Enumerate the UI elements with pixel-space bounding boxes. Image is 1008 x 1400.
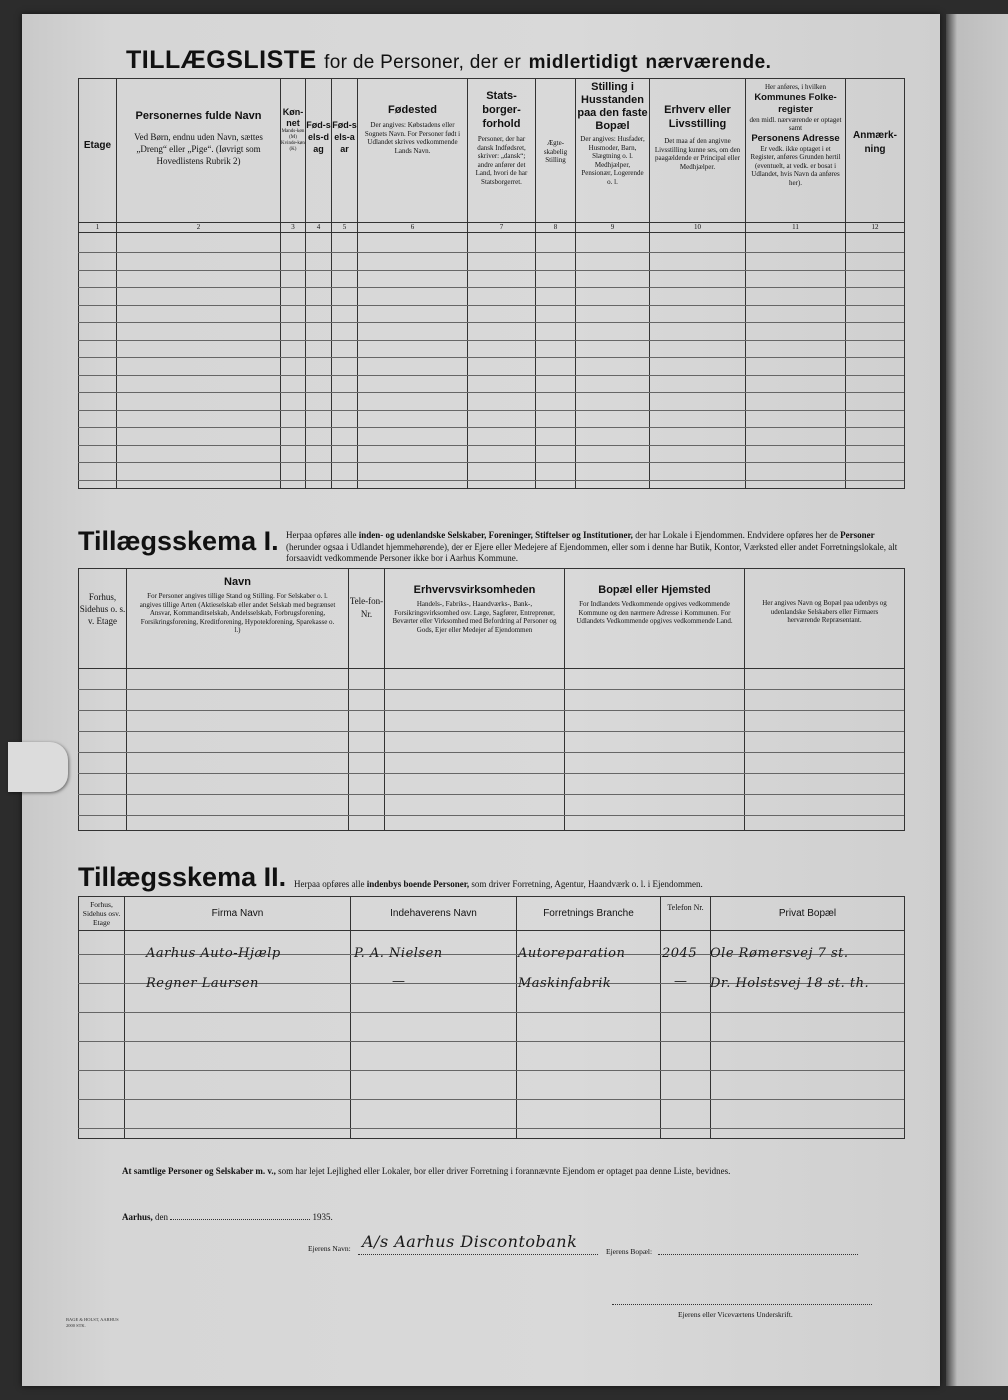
s1-col-navn: Navn For Personer angives tillige Stand og Stilling. For Selskaber o. l. angives tillige Arten (Aktieselskab eller andet Selskab med begrænset Ansvar, Kommanditselskab, Andelsselskab, Forbrugsforening, Forsikringsforening, Kreditforening, Hypotekforening, Sparekasse o. l.)	[127, 569, 349, 669]
col-statsborger: Stats-borger-forhold Personer, der har dansk Indfødsret, skriver: „dansk“; andre anfører det Land, hvori de har Statsborgerret.	[468, 79, 536, 223]
s2-col-branche: Forretnings Branche	[517, 897, 661, 931]
ruled-line	[78, 462, 904, 463]
signature-line	[612, 1304, 872, 1305]
s2-row2-firma: Regner Laursen	[146, 976, 259, 991]
ruled-line	[78, 1012, 904, 1013]
owner-name-label: Ejerens Navn:	[308, 1244, 351, 1253]
list-body-row	[79, 233, 905, 489]
ruled-line	[78, 689, 904, 690]
col-folkeregister: Her anføres, i hvilken Kommunes Folke-register den midl. nærværende er optaget samt Personens Adresse Er vedk. ikke optaget i et Register, anføres Grunden hertil (eventuelt, at vedk. er bosat i Udlandet, hvis Navn da anføres her).	[746, 79, 846, 223]
ruled-line	[78, 1070, 904, 1071]
skema1-table	[78, 568, 905, 831]
s2-row1-telefon: 2045	[662, 946, 698, 961]
col-fodselsdag: Fød-sels-dag	[306, 79, 332, 223]
footer-statement: At samtlige Personer og Selskaber m. v., som har lejet Lejlighed eller Lokaler, bor eller driver Forretning i forannævnte Ejendom er optaget paa denne Liste, bevidnes.	[122, 1166, 731, 1176]
ruled-line	[78, 773, 904, 774]
col-kon: Køn-net Mands-køn (M) Kvinde-køn (K)	[281, 79, 306, 223]
s2-row2-branche: Maskinfabrik	[518, 976, 612, 991]
owner-residence-line	[658, 1254, 858, 1255]
list-colnum-row: 1 2 3 4 5 6 7 8 9 10 11 12	[79, 223, 905, 233]
skema1-header-row	[79, 569, 905, 669]
col-anmaerkning: Anmærk-ning	[846, 79, 905, 223]
s2-row1-branche: Autoreparation	[518, 946, 626, 961]
ruled-line	[78, 794, 904, 795]
skema1-title: Tillægsskema I.	[78, 526, 279, 556]
ruled-line	[78, 731, 904, 732]
skema2-title: Tillægsskema II.	[78, 862, 287, 892]
s2-row1-indehaver: P. A. Nielsen	[354, 946, 443, 961]
s2-row1-bopael: Ole Rømersvej 7 st.	[710, 946, 849, 961]
page-tab	[8, 742, 68, 792]
s2-row2-bopael: Dr. Holstsvej 18 st. th.	[710, 976, 870, 991]
s2-col-telefon: Telefon Nr.	[661, 897, 711, 931]
owner-name-signature: A/s Aarhus Discontobank	[362, 1232, 578, 1251]
ruled-line	[78, 357, 904, 358]
skema2-table	[78, 896, 905, 1139]
s2-row1-firma: Aarhus Auto-Hjælp	[146, 946, 281, 961]
ruled-line	[78, 375, 904, 376]
skema1-body-row	[79, 669, 905, 831]
adjacent-page-edge	[946, 14, 1008, 1386]
ruled-line	[78, 1041, 904, 1042]
s1-col-repraesentant: Her angives Navn og Bopæl paa udenbys og udenlandske Selskabers eller Firmaers herværende Repræsentant.	[745, 569, 905, 669]
ruled-line	[78, 1128, 904, 1129]
list-header-row	[79, 79, 905, 223]
ruled-line	[78, 445, 904, 446]
col-navn: Personernes fulde Navn Ved Børn, endnu uden Navn, sættes „Dreng“ eller „Pige“. (Iøvrigt som Hovedlistens Rubrik 2)	[117, 79, 281, 223]
s2-col-bopael: Privat Bopæl	[711, 897, 905, 931]
s2-col-firma: Firma Navn	[125, 897, 351, 931]
ruled-line	[78, 480, 904, 481]
ruled-line	[78, 410, 904, 411]
col-aegteskab: Ægte-skabelig Stilling	[536, 79, 576, 223]
s2-col-indehaver: Indehaverens Navn	[351, 897, 517, 931]
col-fodselsaar: Fød-sels-aar	[332, 79, 358, 223]
ruled-line	[78, 305, 904, 306]
s1-col-etage: Forhus, Sidehus o. s. v. Etage	[79, 569, 127, 669]
ruled-line	[78, 340, 904, 341]
skema2-body-row	[79, 931, 905, 1139]
printer-mark: BAGE & HOLST, AARHUS 2000 STK.	[66, 1317, 119, 1328]
s2-row2-telefon: —	[674, 974, 688, 989]
ruled-line	[78, 427, 904, 428]
col-fodested: Fødested Der angives: Købstadens eller Sognets Navn. For Personer født i Udlandet skrives vedkommende Lands Navn.	[358, 79, 468, 223]
s2-row2-indehaver: —	[392, 974, 406, 989]
signature-label: Ejerens eller Viceværtens Underskrift.	[678, 1310, 793, 1319]
skema1-description: Herpaa opføres alle inden- og udenlandske Selskaber, Foreninger, Stiftelser og Institutioner, der har Lokale i Ejendommen. Endvidere opføres her de Personer (herunder ogsaa i Udlandet hjemmehørende), der er Ejere eller Medejere af Ejendommen, eller som i denne har Butik, Kontor, Værksted eller andet Forretningslokale, alt forsaavidt vedkommende Personer ikke bor i Aarhus Kommune.	[286, 530, 898, 563]
ruled-line	[78, 270, 904, 271]
ruled-line	[78, 287, 904, 288]
ruled-line	[78, 322, 904, 323]
owner-name-line	[358, 1254, 598, 1255]
skema2-header-row	[79, 897, 905, 931]
col-erhverv: Erhverv eller Livsstilling Det maa af den angivne Livsstilling kunne ses, om den paagældende er Principal eller Medhjælper.	[650, 79, 746, 223]
skema2-description: Herpaa opføres alle indenbys boende Personer, som driver Forretning, Agentur, Haandværk o. l. i Ejendommen.	[294, 879, 703, 889]
s1-col-telefon: Tele-fon-Nr.	[349, 569, 385, 669]
form-page	[22, 14, 940, 1386]
page-title: TILLÆGSLISTE for de Personer, der er midlertidigt nærværende.	[126, 46, 772, 74]
ruled-line	[78, 815, 904, 816]
s1-col-erhverv: Erhvervsvirksomheden Handels-, Fabriks-, Haandværks-, Bank-, Forsikringsvirksomhed osv. Læge, Sagfører, Entreprenør, Beværter eller Virksomhed med Befordring af Personer og Gods, Ejer eller Medejer af Ejendommen	[385, 569, 565, 669]
ruled-line	[78, 710, 904, 711]
col-etage: Etage	[79, 79, 117, 223]
ruled-line	[78, 1099, 904, 1100]
s1-col-bopael: Bopæl eller Hjemsted For Indlandets Vedkommende opgives vedkommende Kommune og den nærmere Adresse i Kommunen. For Udlandets Vedkommende opgives vedkommende Land.	[565, 569, 745, 669]
ruled-line	[78, 252, 904, 253]
ruled-line	[78, 392, 904, 393]
ruled-line	[78, 752, 904, 753]
owner-residence-label: Ejerens Bopæl:	[606, 1247, 653, 1256]
s2-col-etage: Forhus, Sidehus osv. Etage	[79, 897, 125, 931]
col-stilling: Stilling i Husstanden paa den faste Bopæl Der angives: Husfader, Husmoder, Barn, Slægtning o. l. Medhjælper, Pensionær, Logerende o. l.	[576, 79, 650, 223]
footer-date-line: Aarhus, den 1935.	[122, 1212, 333, 1222]
